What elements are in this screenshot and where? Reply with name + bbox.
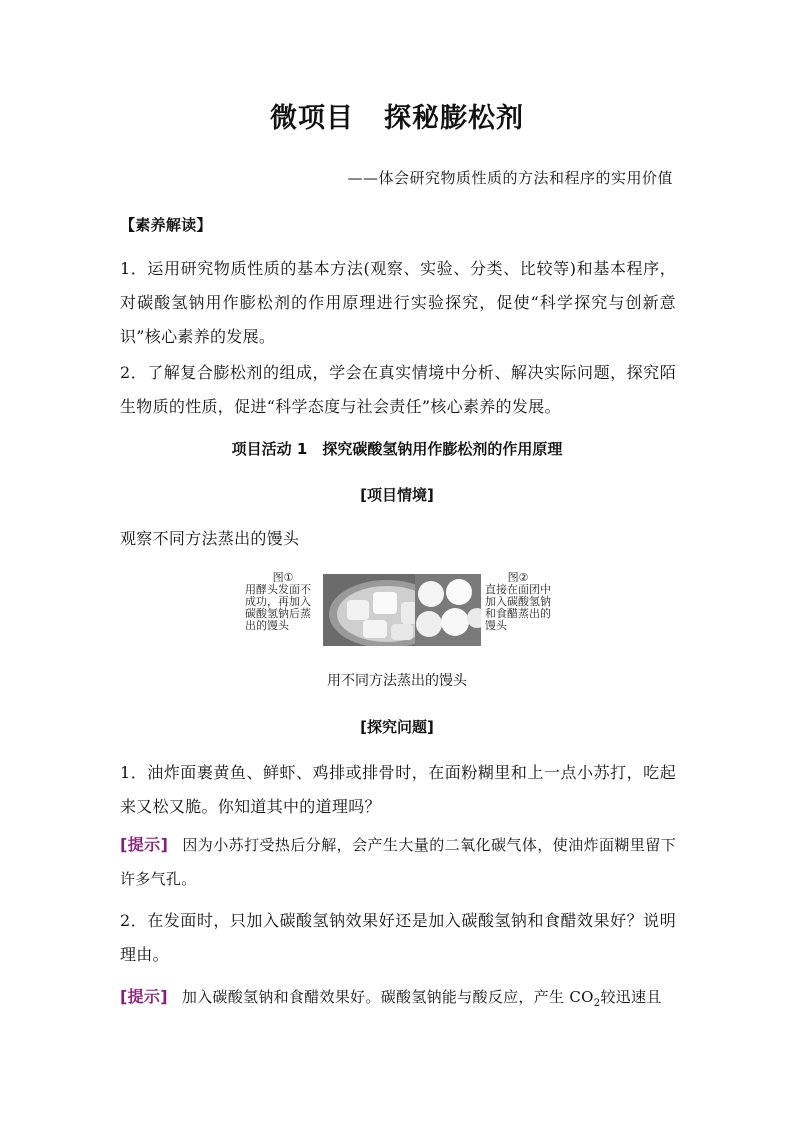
figure-caption-2 [485, 572, 551, 632]
answer-1-text: 因为小苏打受热后分解，会产生大量的二氧化碳气体，使油炸面糊里留下许多气孔。 [120, 836, 676, 888]
answer-2-text-after: 较迅速且 [600, 988, 662, 1006]
question-heading: [探究问题] [360, 718, 434, 736]
figure-label-2: 图② [507, 571, 529, 584]
activity-title: 项目活动 1 探究碳酸氢钠用作膨松剂的作用原理 [231, 440, 563, 458]
photo-buns-2 [415, 574, 481, 646]
hint-label-2: [提示] [120, 987, 168, 1006]
figure-text-1: 用酵头发面不成功，再加入碳酸氢钠后蒸出的馒头 [245, 583, 311, 632]
figure-text-2: 直接在面团中加入碳酸氢钠和食醋蒸出的馒头 [485, 583, 551, 632]
steamed-bun-figure [241, 570, 551, 650]
literacy-item-1: 1．运用研究物质性质的基本方法(观察、实验、分类、比较等)和基本程序，对碳酸氢钠用作膨松剂的作用原理进行实验探究，促使“科学探究与创新意识”核心素养的发展。 [120, 259, 676, 346]
section-literacy-heading: 【素养解读】 [120, 216, 212, 234]
literacy-item-2: 2．了解复合膨松剂的组成，学会在真实情境中分析、解决实际问题，探究陌生物质的性质，促进“科学态度与社会责任”核心素养的发展。 [120, 363, 676, 416]
title-part1: 微项目 [270, 103, 354, 134]
answer-2-subscript: 2 [593, 998, 601, 1010]
answer-2-text-before: 加入碳酸氢钠和食醋效果好。碳酸氢钠能与酸反应，产生 CO [181, 988, 594, 1006]
question-2: 2．在发面时，只加入碳酸氢钠效果好还是加入碳酸氢钠和食醋效果好？说明理由。 [120, 911, 676, 964]
question-1: 1．油炸面裹黄鱼、鲜虾、鸡排或排骨时，在面粉糊里和上一点小苏打，吃起来又松又脆。你知道其中的道理吗？ [120, 763, 676, 816]
page-subtitle: ——体会研究物质性质的方法和程序的实用价值 [347, 169, 673, 187]
title-part2: 探秘膨松剂 [384, 103, 524, 134]
figure-caption: 用不同方法蒸出的馒头 [327, 673, 467, 689]
answer-1 [120, 828, 676, 896]
figure-label-1: 图① [272, 571, 294, 584]
hint-label-1: [提示] [120, 835, 169, 854]
scenario-heading: [项目情境] [360, 486, 434, 504]
answer-2 [120, 980, 676, 1021]
page-title [0, 96, 794, 135]
scenario-text: 观察不同方法蒸出的馒头 [120, 529, 300, 548]
figure-caption-1 [245, 572, 321, 632]
